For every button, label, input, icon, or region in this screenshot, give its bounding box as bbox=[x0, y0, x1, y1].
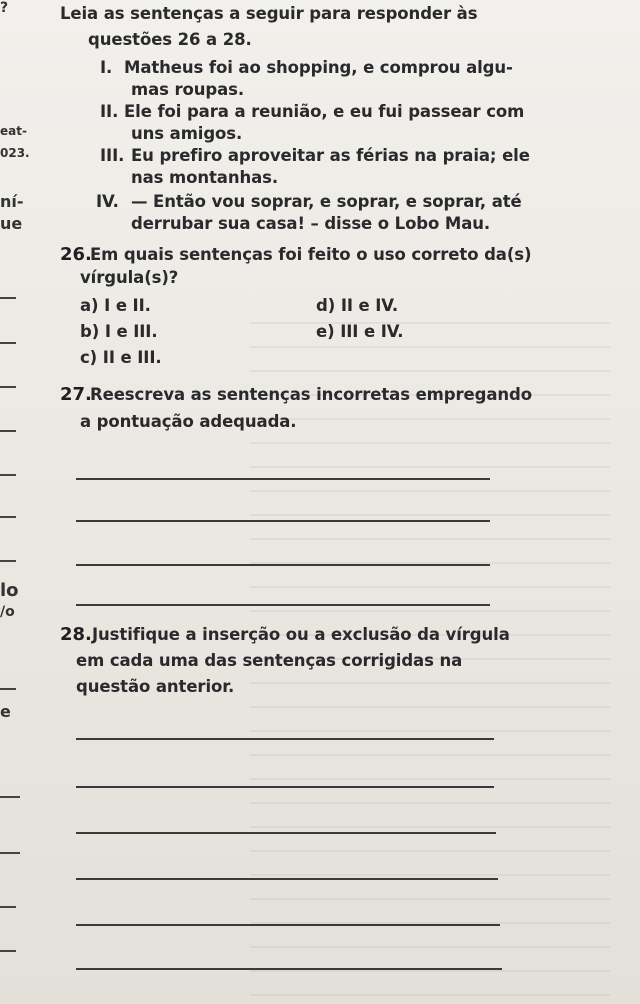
option-b bbox=[80, 322, 158, 341]
margin-fragment: /o bbox=[0, 604, 15, 620]
margin-dash bbox=[0, 516, 16, 518]
sentence-text: derrubar sua casa! – disse o Lobo Mau. bbox=[131, 214, 491, 233]
bleed-through-text bbox=[250, 300, 610, 1000]
option-c bbox=[80, 348, 162, 367]
question-text: Em quais sentenças foi feito o uso correto da(s) bbox=[90, 245, 532, 264]
answer-line[interactable] bbox=[76, 478, 490, 480]
option-text: II e IV. bbox=[340, 296, 399, 315]
sentence-text: Ele foi para a reunião, e eu fui passear com bbox=[124, 102, 525, 121]
intro-line-2: questões 26 a 28. bbox=[88, 30, 252, 49]
sentence-text: mas roupas. bbox=[131, 80, 245, 99]
option-letter: d) bbox=[316, 296, 336, 315]
margin-dash bbox=[0, 796, 20, 798]
sentence-number: III. bbox=[100, 146, 125, 165]
margin-dash bbox=[0, 906, 16, 908]
option-letter: b) bbox=[80, 322, 100, 341]
sentence-text: nas montanhas. bbox=[131, 168, 279, 187]
option-text: III e IV. bbox=[340, 322, 404, 341]
option-text: I e III. bbox=[104, 322, 158, 341]
sentence-number: IV. bbox=[96, 192, 119, 211]
margin-dash bbox=[0, 950, 16, 952]
intro-line-1: Leia as sentenças a seguir para responder às bbox=[60, 4, 478, 23]
option-text: II e III. bbox=[102, 348, 162, 367]
margin-dash bbox=[0, 474, 16, 476]
sentence-text: uns amigos. bbox=[131, 124, 243, 143]
question-number: 28. bbox=[60, 624, 92, 645]
margin-dash bbox=[0, 430, 16, 432]
option-d bbox=[316, 296, 398, 315]
margin-fragment: ní- bbox=[0, 192, 24, 211]
question-text: Justifique a inserção ou a exclusão da vírgula bbox=[92, 625, 510, 644]
margin-dash bbox=[0, 560, 16, 562]
question-text: a pontuação adequada. bbox=[80, 412, 297, 431]
answer-line[interactable] bbox=[76, 604, 490, 606]
question-text: em cada uma das sentenças corrigidas na bbox=[76, 651, 463, 670]
margin-fragment: e bbox=[0, 702, 11, 721]
margin-fragment: ? bbox=[0, 0, 9, 16]
sentence-text: Matheus foi ao shopping, e comprou algu- bbox=[124, 58, 513, 77]
margin-fragment: lo bbox=[0, 580, 19, 601]
question-text: Reescreva as sentenças incorretas empregando bbox=[90, 385, 532, 404]
answer-line[interactable] bbox=[76, 924, 500, 926]
margin-dash bbox=[0, 688, 16, 690]
question-text: questão anterior. bbox=[76, 677, 235, 696]
sentence-number: I. bbox=[100, 58, 113, 77]
option-letter: e) bbox=[316, 322, 335, 341]
answer-line[interactable] bbox=[76, 786, 494, 788]
question-number: 26. bbox=[60, 244, 92, 265]
question-text: vírgula(s)? bbox=[80, 268, 179, 287]
margin-dash bbox=[0, 386, 16, 388]
margin-dash bbox=[0, 297, 16, 299]
option-e bbox=[316, 322, 403, 341]
margin-dash bbox=[0, 852, 20, 854]
option-text: I e II. bbox=[104, 296, 151, 315]
answer-line[interactable] bbox=[76, 564, 490, 566]
margin-fragment: ue bbox=[0, 214, 23, 233]
option-a bbox=[80, 296, 151, 315]
margin-dash bbox=[0, 342, 16, 344]
margin-fragment: eat- bbox=[0, 124, 27, 138]
answer-line[interactable] bbox=[76, 520, 490, 522]
option-letter: c) bbox=[80, 348, 98, 367]
sentence-text: — Então vou soprar, e soprar, e soprar, até bbox=[131, 192, 522, 211]
answer-line[interactable] bbox=[76, 878, 498, 880]
sentence-text: Eu prefiro aproveitar as férias na praia; ele bbox=[131, 146, 530, 165]
answer-line[interactable] bbox=[76, 832, 496, 834]
sentence-number: II. bbox=[100, 102, 119, 121]
margin-fragment: 023. bbox=[0, 146, 30, 160]
question-number: 27. bbox=[60, 384, 92, 405]
answer-line[interactable] bbox=[76, 738, 494, 740]
option-letter: a) bbox=[80, 296, 99, 315]
answer-line[interactable] bbox=[76, 968, 502, 970]
